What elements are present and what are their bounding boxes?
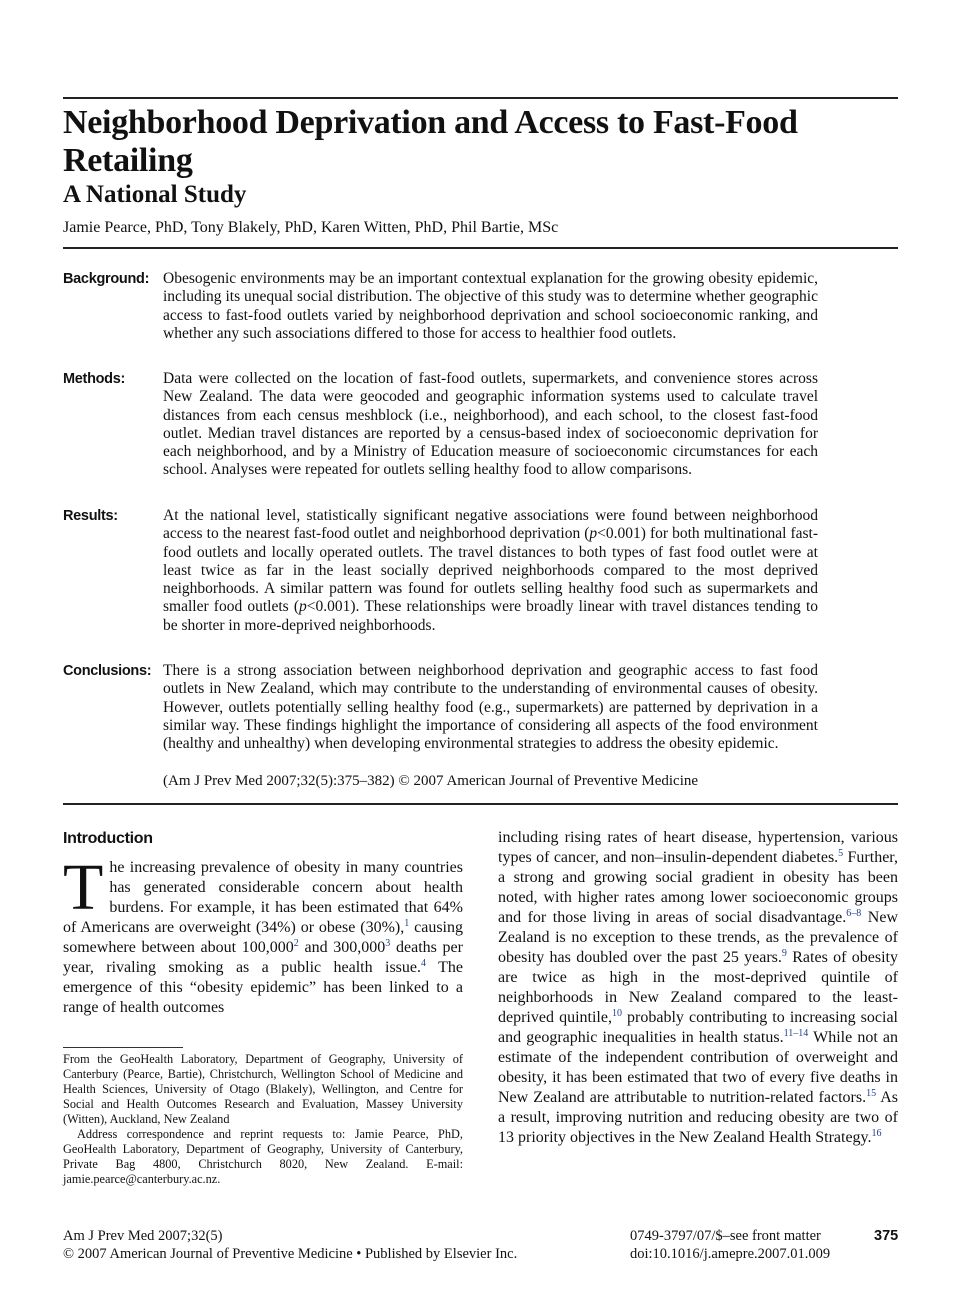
section-heading-introduction: Introduction [63, 830, 153, 847]
abstract-conclusions [63, 662, 818, 753]
reference-link[interactable]: 6–8 [846, 908, 862, 919]
background-text: Obesogenic environments may be an important contextual explanation for the growing obesity epidemic, including its unequal social distribution. The objective of this study was to determine whether geographic access to fast-food outlets varied by neighborhood deprivation and school socioeconomic ranking, and whether any such associations differed to those for access to healthier food outlets. [163, 270, 818, 342]
abstract-bottom-rule [63, 803, 898, 805]
body-text: As a result, improving nutrition and reducing obesity are two of 13 priority objectives in the New Zealand Health Strategy. [498, 1089, 898, 1146]
article-title: Neighborhood Deprivation and Access to Fast-Food Retailing [63, 104, 798, 179]
issn-line: 0749-3797/07/$–see front matter [630, 1228, 821, 1244]
abstract-background [63, 270, 818, 343]
body-text: The emergence of this “obesity epidemic” has been linked to a range of health outcomes [63, 959, 463, 1016]
body-text: and 300,000 [298, 939, 386, 956]
affiliation-footnote [63, 1052, 463, 1187]
drop-cap: T [63, 851, 104, 924]
results-text-part: <0.001) for both multinational fast-food outlets and locally operated outlets. The travel distances to both types of fast food outlet were at least twice as far in the least socially deprived neighborhoods compared to the most deprived neighborhoods. A similar pattern was found for outlets selling healthy food such as supermarkets and smaller food outlets ( [163, 525, 818, 616]
body-text: Rates of obesity are twice as high in the most-deprived quintile of neighborhoods in New Zealand compared to the least-deprived quintile, [498, 949, 899, 1026]
copyright-line: © 2007 American Journal of Preventive Medicine • Published by Elsevier Inc. [63, 1246, 518, 1262]
abstract-methods [63, 370, 818, 480]
results-text-part: <0.001). These relationships were broadly linear with travel distances tending to be shorter in more-deprived neighborhoods. [163, 598, 818, 634]
doi-line[interactable]: doi:10.1016/j.amepre.2007.01.009 [630, 1246, 831, 1262]
reference-link[interactable]: 11–14 [783, 1028, 809, 1039]
affiliation-text: From the GeoHealth Laboratory, Department of Geography, University of Canterbury (Pearce, Bartie), Christchurch, Wellington School of Medicine and Health Sciences, University of Otago (Blakely), Wellington, and Centre for Social and Health Outcomes Research and Evaluation, Massey University (Witten), Auckland, New Zealand [63, 1052, 463, 1126]
body-text: he increasing prevalence of obesity in many countries has generated considerable concern about health burdens. For example, it has been estimated that 64% of Americans are overweight (34%) or obese (30%), [63, 859, 463, 936]
abstract-results [63, 507, 818, 635]
intro-right-column [498, 828, 898, 1148]
top-rule [63, 97, 898, 99]
header-rule [63, 247, 898, 249]
body-text: including rising rates of heart disease, hypertension, various types of cancer, and non–insulin-dependent diabetes. [498, 829, 898, 866]
reference-link[interactable]: 9 [781, 948, 787, 959]
body-text: While not an estimate of the independent contribution of overweight and obesity, it has been estimated that two of every five deaths in New Zealand are attributable to nutrition-related factors. [498, 1029, 899, 1106]
journal-reference: Am J Prev Med 2007;32(5) [63, 1228, 223, 1244]
reference-link[interactable]: 1 [404, 918, 410, 929]
reference-link[interactable]: 3 [385, 938, 391, 949]
page-number: 375 [874, 1228, 899, 1244]
results-text-part: At the national level, statistically significant negative associations were found between neighborhood access to the nearest fast-food outlet and neighborhood deprivation ( [163, 507, 818, 543]
p-value-symbol: p [589, 525, 598, 543]
reference-link[interactable]: 4 [421, 958, 427, 969]
reference-link[interactable]: 2 [293, 938, 299, 949]
author-list: Jamie Pearce, PhD, Tony Blakely, PhD, Karen Witten, PhD, Phil Bartie, MSc [63, 219, 559, 236]
reference-link[interactable]: 10 [611, 1008, 622, 1019]
methods-label: Methods: [63, 371, 126, 387]
body-text: causing somewhere between about 100,000 [63, 919, 464, 956]
body-text: Further, a strong and growing social gradient in obesity has been noted, with higher rates among lower socioeconomic groups and for those living in areas of social disadvantage. [498, 849, 898, 926]
reference-link[interactable]: 16 [871, 1128, 882, 1139]
footer-left [63, 1227, 517, 1263]
article-subtitle: A National Study [63, 181, 247, 208]
results-text [163, 507, 818, 635]
p-value-symbol: p [299, 598, 307, 616]
correspondence-text: Address correspondence and reprint requests to: Jamie Pearce, PhD, GeoHealth Laboratory, Department of Geography, University of Canterbury, Private Bag 4800, Christchurch 8020, New Zealand. E-mail: jamie.pearce@canterbury.ac.nz. [63, 1127, 463, 1186]
conclusions-text: There is a strong association between neighborhood deprivation and geographic access to fast food outlets in New Zealand, which may contribute to the understanding of environmental causes of obesity. However, outlets potentially selling healthy food (e.g., supermarkets) are patterned by deprivation in a similar way. These findings highlight the importance of considering all aspects of the food environment (healthy and unhealthy) when developing environmental strategies to address the obesity epidemic. [163, 662, 818, 753]
background-label: Background: [63, 271, 150, 287]
footer-right [630, 1227, 830, 1263]
footnote-rule [63, 1047, 183, 1048]
intro-left-column [63, 851, 464, 1018]
conclusions-label: Conclusions: [63, 663, 152, 679]
reference-link[interactable]: 5 [838, 848, 844, 859]
reference-link[interactable]: 15 [866, 1088, 877, 1099]
abstract-citation: (Am J Prev Med 2007;32(5):375–382) © 2007 American Journal of Preventive Medicine [163, 773, 699, 789]
body-text: deaths per year, rivaling smoking as a public health issue. [63, 939, 463, 976]
results-label: Results: [63, 508, 118, 524]
body-text: New Zealand is no exception to these trends, as the prevalence of obesity has doubled over the past 25 years. [498, 909, 899, 966]
body-text: probably contributing to increasing social and geographic inequalities in health status. [498, 1009, 898, 1046]
methods-text: Data were collected on the location of fast-food outlets, supermarkets, and convenience stores across New Zealand. The data were geocoded and geographic information systems used to calculate travel distances from each census meshblock (i.e., neighborhood), and each school, to the closest fast-food outlet. Median travel distances are reported by a census-based index of socioeconomic deprivation for each neighborhood, and by a Ministry of Education measure of socioeconomic circumstances for each school. Analyses were repeated for outlets selling healthy food to allow comparisons. [163, 370, 818, 479]
